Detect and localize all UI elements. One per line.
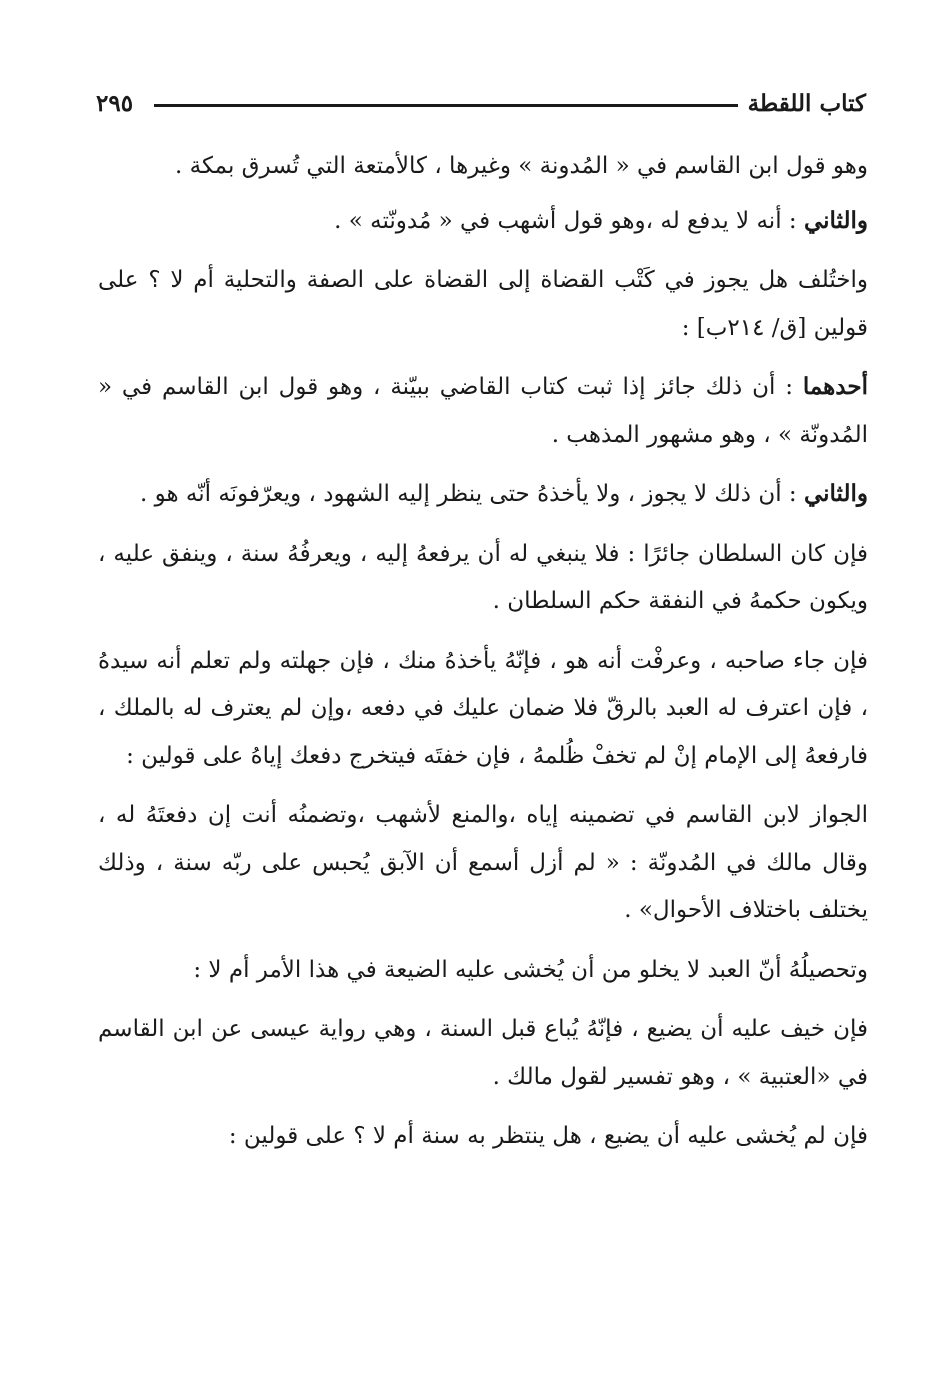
body-text bbox=[98, 142, 868, 1172]
paragraph bbox=[98, 1112, 868, 1161]
paragraph-text: فإن جاء صاحبه ، وعرفْت أنه هو ، فإنّهُ يأخذهُ منك ، فإن جهلته ولم تعلم أنه سيدهُ ، فإن اعترف له العبد بالرقّ فلا ضمان عليك في دفعه ،وإن لم يعترف له بالملك ، فارفعهُ إلى الإمام إنْ لم تخفْ ظُلمهُ ، فإن خفتَه فيتخرج دفعك إياهُ على قولين : bbox=[98, 647, 868, 769]
paragraph bbox=[98, 142, 868, 191]
paragraph bbox=[98, 363, 868, 459]
paragraph-text: الجواز لابن القاسم في تضمينه إياه ،والمنع لأشهب ،وتضمنُه أنت إن دفعتَهُ له ، وقال مالك في المُدونّة : « لم أزل أسمع أن الآبق يُحبس على ربّه سنة ، وذلك يختلف باختلاف الأحوال» . bbox=[98, 802, 868, 923]
paragraph bbox=[98, 946, 868, 995]
paragraph-text: وتحصيلُهُ أنّ العبد لا يخلو من أن يُخشى عليه الضيعة في هذا الأمر أم لا : bbox=[193, 956, 868, 983]
paragraph-text: وهو قول ابن القاسم في « المُدونة » وغيرها ، كالأمتعة التي تُسرق بمكة . bbox=[175, 153, 868, 179]
paragraph bbox=[98, 1005, 868, 1101]
paragraph bbox=[98, 197, 868, 246]
paragraph-text: فإن كان السلطان جائرًا : فلا ينبغي له أن يرفعهُ إليه ، ويعرفُهُ سنة ، وينفق عليه ، ويكون حكمهُ في النفقة حكم السلطان . bbox=[98, 540, 868, 614]
paragraph-text: فإن لم يُخشى عليه أن يضيع ، هل ينتظر به سنة أم لا ؟ على قولين : bbox=[228, 1123, 868, 1149]
paragraph bbox=[98, 256, 868, 352]
paragraph-text: واختُلف هل يجوز في كَتْب القضاة إلى القضاة على الصفة والتحلية أم لا ؟ على قولين [ق/ ٢١٤ب] : bbox=[98, 267, 868, 341]
paragraph-lead: أحدهما bbox=[802, 373, 868, 400]
paragraph-text: : أن ذلك جائز إذا ثبت كتاب القاضي ببيّنة ، وهو قول ابن القاسم في « المُدونّة » ، وهو مشهور المذهب . bbox=[98, 374, 868, 448]
paragraph bbox=[98, 791, 868, 935]
paragraph bbox=[98, 470, 868, 519]
header-rule bbox=[154, 104, 738, 107]
running-title: كتاب اللقطة bbox=[747, 90, 866, 117]
paragraph-lead: والثاني bbox=[803, 480, 868, 507]
paragraph-lead: والثاني bbox=[803, 206, 868, 234]
paragraph-text: : أن ذلك لا يجوز ، ولا يأخذهُ حتى ينظر إليه الشهود ، ويعرّفونَه أنّه هو . bbox=[139, 481, 804, 507]
page-header bbox=[96, 84, 866, 124]
paragraph bbox=[98, 637, 868, 781]
paragraph-text: : أنه لا يدفع له ،وهو قول أشهب في « مُدونّته » . bbox=[334, 207, 804, 234]
page-number: ٢٩٥ bbox=[96, 90, 134, 117]
paragraph-text: فإن خيف عليه أن يضيع ، فإنّهُ يُباع قبل السنة ، وهي رواية عيسى عن ابن القاسم في «العتبية » ، وهو تفسير لقول مالك . bbox=[98, 1016, 868, 1090]
paragraph bbox=[98, 530, 868, 626]
